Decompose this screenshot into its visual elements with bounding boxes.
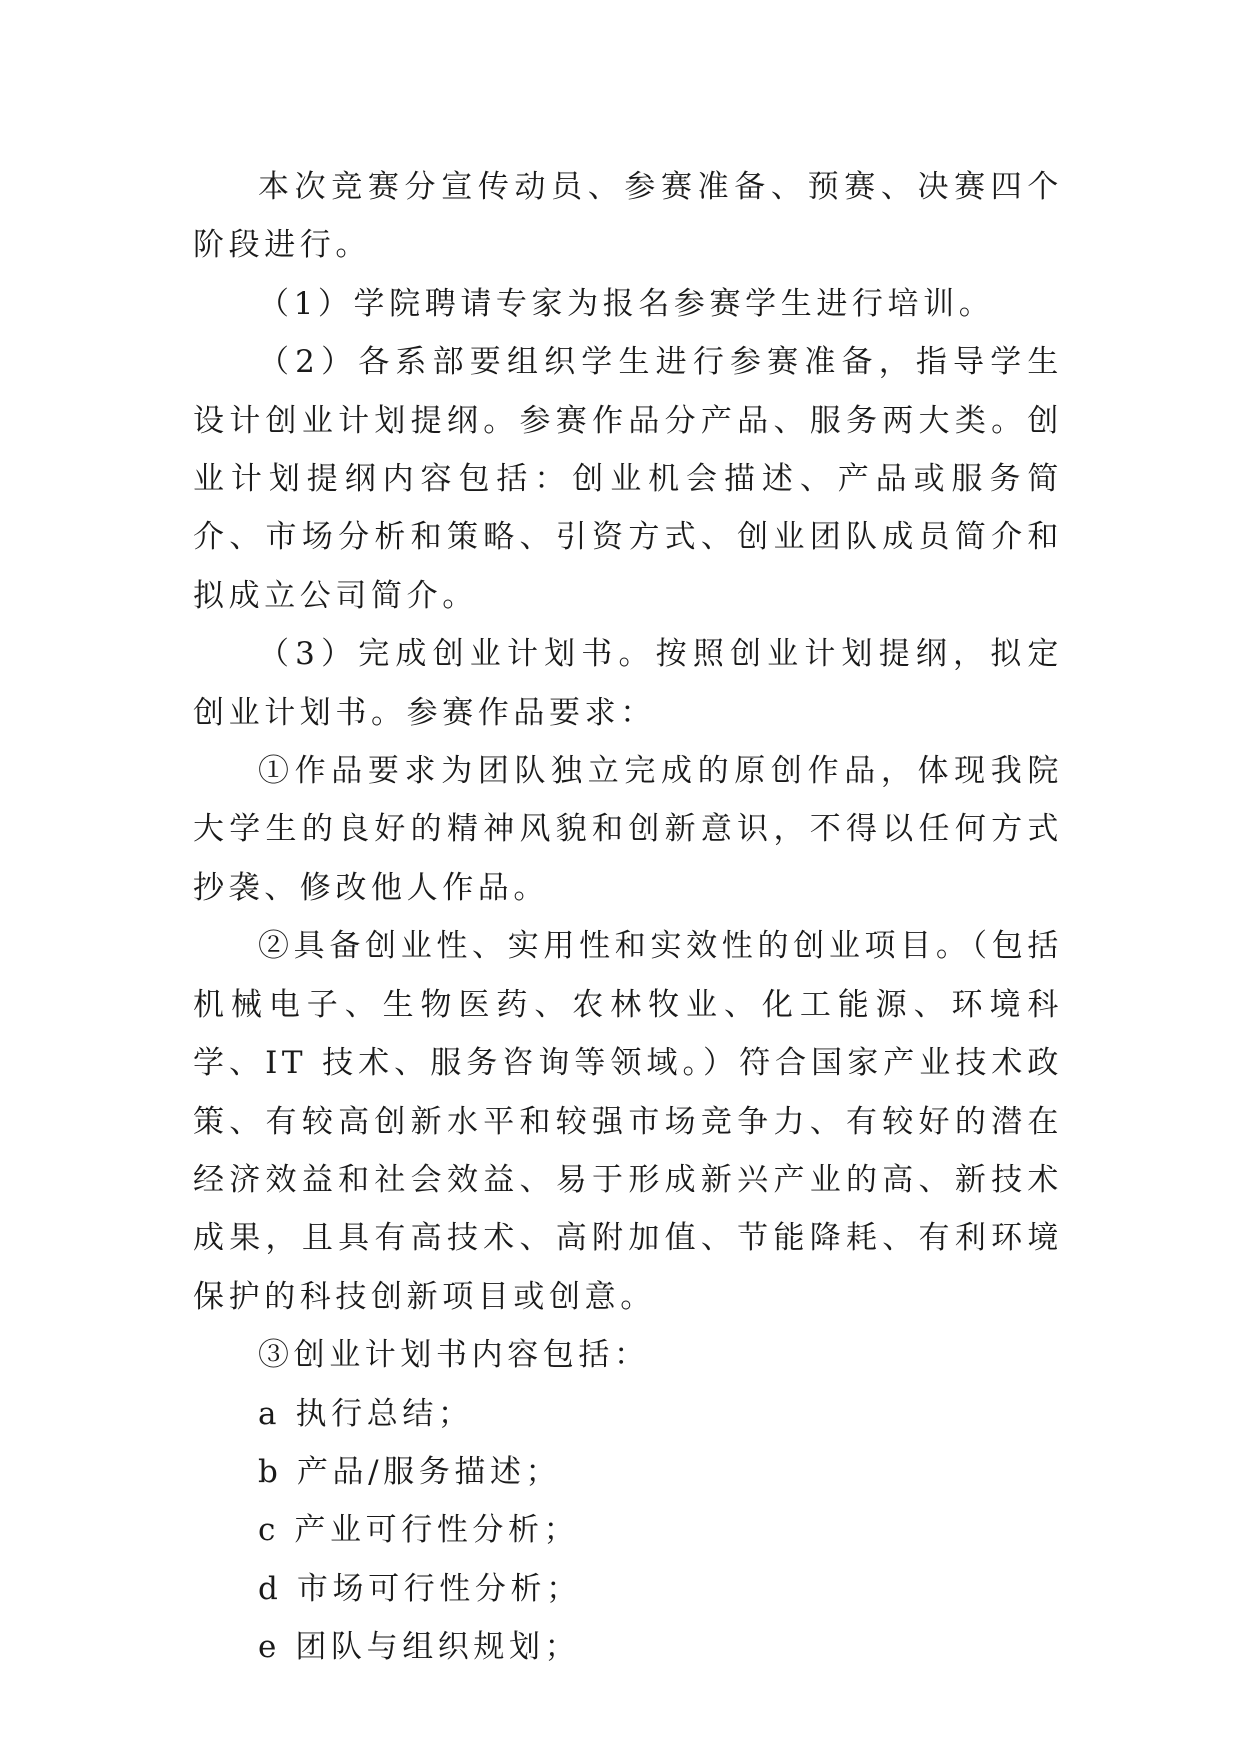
paragraph-requirement-1: ①作品要求为团队独立完成的原创作品，体现我院大学生的良好的精神风貌和创新意识，不得以任何方式抄袭、修改他人作品。 — [193, 753, 1063, 906]
paragraph-preparation: （2）各系部要组织学生进行参赛准备，指导学生设计创业计划提纲。参赛作品分产品、服务两大类。创业计划提纲内容包括：创业机会描述、产品或服务简介、市场分析和策略、引资方式、创业团队成员简介和拟成立公司简介。 — [193, 344, 1063, 614]
paragraph-business-plan: （3）完成创业计划书。按照创业计划提纲，拟定创业计划书。参赛作品要求： — [193, 636, 1063, 731]
list-item-c: c 产业可行性分析； — [258, 1512, 580, 1549]
paragraph-requirement-2: ②具备创业性、实用性和实效性的创业项目。（包括机械电子、生物医药、农林牧业、化工能源、环境科学、IT 技术、服务咨询等领域。）符合国家产业技术政策、有较高创新水平和较强市场竞争力、有较好的潜在经济效益和社会效益、易于形成新兴产业的高、新技术成果，且具有高技术、高附加值、节能降耗、有利环境保护的科技创新项目或创意。 — [193, 928, 1063, 1315]
list-item-e: e 团队与组织规划； — [258, 1629, 581, 1666]
list-item-a: a 执行总结； — [258, 1395, 474, 1432]
paragraph-training: （1）学院聘请专家为报名参赛学生进行培训。 — [258, 285, 995, 322]
paragraph-stages: 本次竞赛分宣传动员、参赛准备、预赛、决赛四个阶段进行。 — [193, 169, 1063, 264]
document-body — [193, 158, 1063, 1677]
paragraph-requirement-3: ③创业计划书内容包括： — [258, 1337, 650, 1374]
list-item-d: d 市场可行性分析； — [258, 1570, 582, 1607]
list-item-b: b 产品/服务描述； — [258, 1453, 562, 1490]
